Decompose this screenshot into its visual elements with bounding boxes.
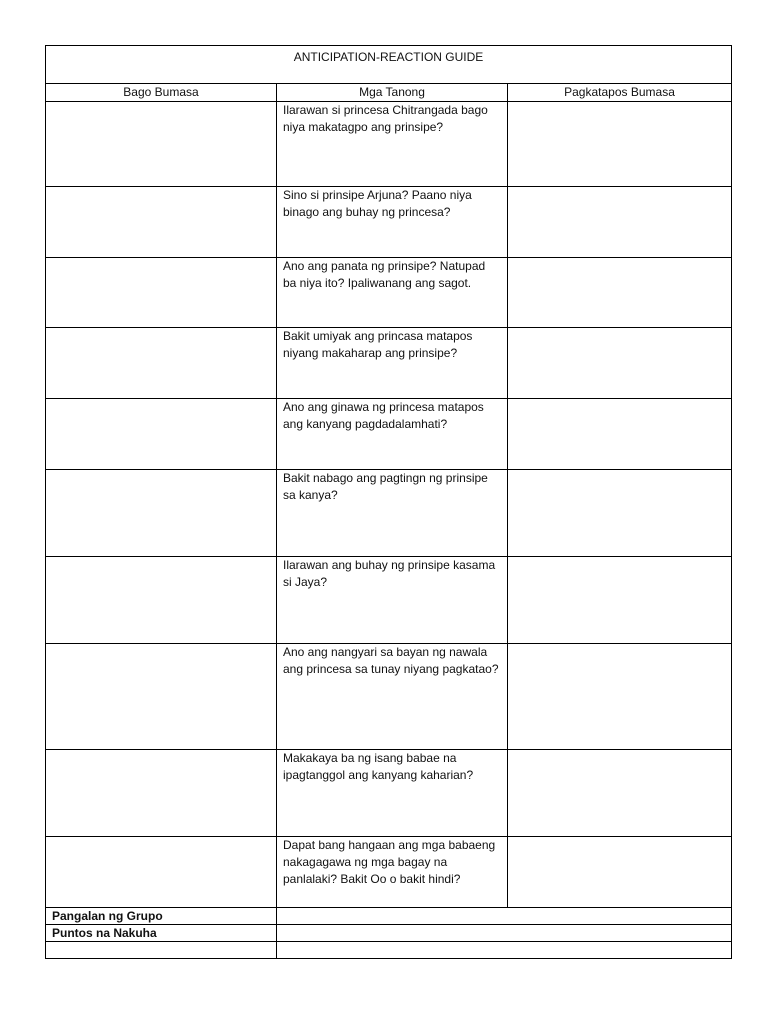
column-header-questions: Mga Tanong	[277, 84, 508, 102]
group-name-row	[46, 908, 732, 925]
question-row	[46, 750, 732, 837]
answer-after-cell[interactable]	[508, 399, 732, 470]
group-name-field[interactable]	[277, 908, 732, 925]
question-row	[46, 328, 732, 399]
question-row	[46, 644, 732, 750]
table-title: ANTICIPATION-REACTION GUIDE	[46, 46, 732, 84]
answer-after-cell[interactable]	[508, 470, 732, 557]
answer-after-cell[interactable]	[508, 557, 732, 644]
column-header-after: Pagkatapos Bumasa	[508, 84, 732, 102]
question-text: Ilarawan ang buhay ng prinsipe kasama si Jaya?	[277, 557, 508, 644]
answer-after-cell[interactable]	[508, 837, 732, 908]
answer-after-cell[interactable]	[508, 644, 732, 750]
answer-before-cell[interactable]	[46, 470, 277, 557]
question-text: Sino si prinsipe Arjuna? Paano niya binago ang buhay ng princesa?	[277, 187, 508, 258]
answer-before-cell[interactable]	[46, 328, 277, 399]
question-row	[46, 258, 732, 328]
answer-before-cell[interactable]	[46, 644, 277, 750]
answer-before-cell[interactable]	[46, 102, 277, 187]
question-row	[46, 187, 732, 258]
answer-after-cell[interactable]	[508, 187, 732, 258]
question-text: Dapat bang hangaan ang mga babaeng nakagagawa ng mga bagay na panlalaki? Bakit Oo o bakit hindi?	[277, 837, 508, 908]
answer-before-cell[interactable]	[46, 258, 277, 328]
answer-after-cell[interactable]	[508, 258, 732, 328]
question-row	[46, 470, 732, 557]
answer-after-cell[interactable]	[508, 750, 732, 837]
answer-before-cell[interactable]	[46, 187, 277, 258]
question-text: Ano ang nangyari sa bayan ng nawala ang princesa sa tunay niyang pagkatao?	[277, 644, 508, 750]
question-row	[46, 837, 732, 908]
blank-row	[46, 942, 732, 959]
answer-before-cell[interactable]	[46, 837, 277, 908]
points-label: Puntos na Nakuha	[46, 925, 277, 942]
answer-after-cell[interactable]	[508, 102, 732, 187]
question-row	[46, 557, 732, 644]
question-text: Ano ang panata ng prinsipe? Natupad ba niya ito? Ipaliwanang ang sagot.	[277, 258, 508, 328]
question-text: Bakit umiyak ang princasa matapos niyang makaharap ang prinsipe?	[277, 328, 508, 399]
answer-before-cell[interactable]	[46, 750, 277, 837]
question-text: Ano ang ginawa ng princesa matapos ang kanyang pagdadalamhati?	[277, 399, 508, 470]
title-row	[46, 46, 732, 84]
question-text: Bakit nabago ang pagtingn ng prinsipe sa kanya?	[277, 470, 508, 557]
question-text: Makakaya ba ng isang babae na ipagtanggol ang kanyang kaharian?	[277, 750, 508, 837]
answer-after-cell[interactable]	[508, 328, 732, 399]
question-row	[46, 399, 732, 470]
question-row	[46, 102, 732, 187]
group-name-label: Pangalan ng Grupo	[46, 908, 277, 925]
blank-cell[interactable]	[46, 942, 277, 959]
blank-value-cell[interactable]	[277, 942, 732, 959]
points-field[interactable]	[277, 925, 732, 942]
answer-before-cell[interactable]	[46, 557, 277, 644]
header-row	[46, 84, 732, 102]
question-text: Ilarawan si princesa Chitrangada bago niya makatagpo ang prinsipe?	[277, 102, 508, 187]
worksheet	[45, 45, 731, 959]
anticipation-reaction-table	[45, 45, 732, 959]
answer-before-cell[interactable]	[46, 399, 277, 470]
column-header-before: Bago Bumasa	[46, 84, 277, 102]
points-row	[46, 925, 732, 942]
